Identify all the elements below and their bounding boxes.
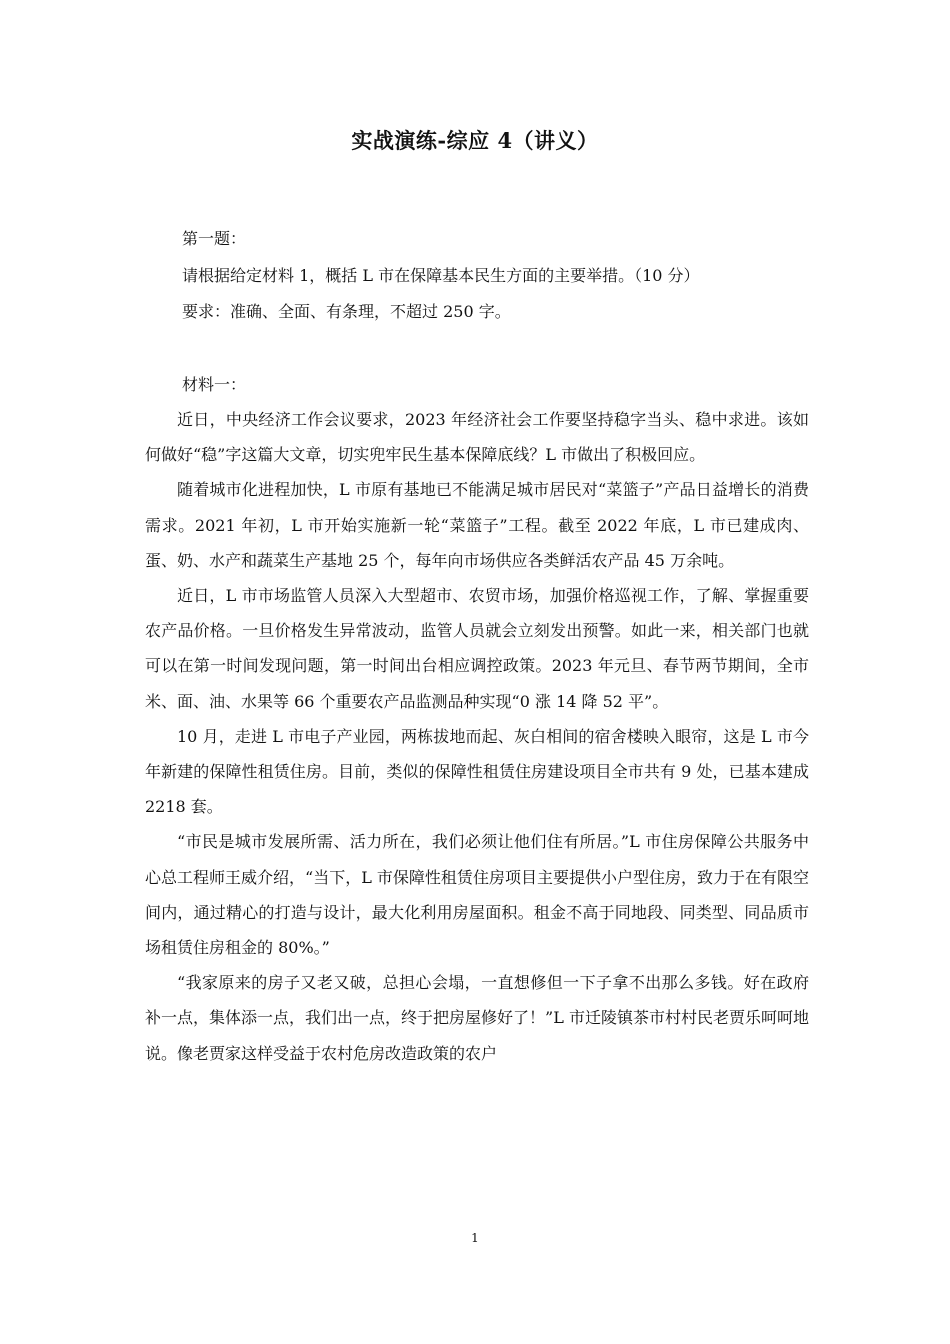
question-label: 第一题： [182,229,247,248]
document-title: 实战演练-综应 4（讲义） [351,128,599,153]
material-paragraph: “市民是城市发展所需、活力所在，我们必须让他们住有所居。”L 市住房保障公共服务中心总工程师王威介绍，“当下，L 市保障性租赁住房项目主要提供小户型住房，致力于在有限空间内，通过精心的打造与设计，最大化利用房屋面积。租金不高于同地段、同类型、同品质市场租赁住房租金的 80%。” [145,832,809,958]
material-heading: 材料一： [182,375,247,394]
material-paragraph: 10 月，走进 L 市电子产业园，两栋拔地而起、灰白相间的宿舍楼映入眼帘，这是 L 市今年新建的保障性租赁住房。目前，类似的保障性租赁住房建设项目全市共有 9 处，已基本建成 2218 套。 [145,726,809,817]
material-paragraph: 近日，L 市市场监管人员深入大型超市、农贸市场，加强价格巡视工作，了解、掌握重要农产品价格。一旦价格发生异常波动，监管人员就会立刻发出预警。如此一来，相关部门也就可以在第一时间发现问题，第一时间出台相应调控政策。2023 年元旦、春节两节期间，全市米、面、油、水果等 66 个重要农产品监测品种实现“0 涨 14 降 52 平”。 [145,586,809,711]
material-paragraph: 近日，中央经济工作会议要求，2023 年经济社会工作要坚持稳字当头、稳中求进。该如何做好“稳”字这篇大文章，切实兜牢民生基本保障底线？L 市做出了积极回应。 [145,410,809,465]
page-number: 1 [471,1231,479,1245]
question-requirement: 要求：准确、全面、有条理，不超过 250 字。 [182,302,511,321]
material-paragraph: 随着城市化进程加快，L 市原有基地已不能满足城市居民对“菜篮子”产品日益增长的消费需求。2021 年初，L 市开始实施新一轮“菜篮子”工程。截至 2022 年底，L 市已建成肉、蛋、奶、水产和蔬菜生产基地 25 个，每年向市场供应各类鲜活农产品 45 万余吨。 [145,480,809,570]
question-section [145,221,810,331]
material-section [145,367,809,1071]
material-paragraph: “我家原来的房子又老又破，总担心会塌，一直想修但一下子拿不出那么多钱。好在政府补一点，集体添一点，我们出一点，终于把房屋修好了！”L 市迁陵镇茶市村村民老贾乐呵呵地说。像老贾家这样受益于农村危房改造政策的农户 [145,973,809,1063]
question-prompt: 请根据给定材料 1，概括 L 市在保障基本民生方面的主要举措。（10 分） [182,265,700,285]
